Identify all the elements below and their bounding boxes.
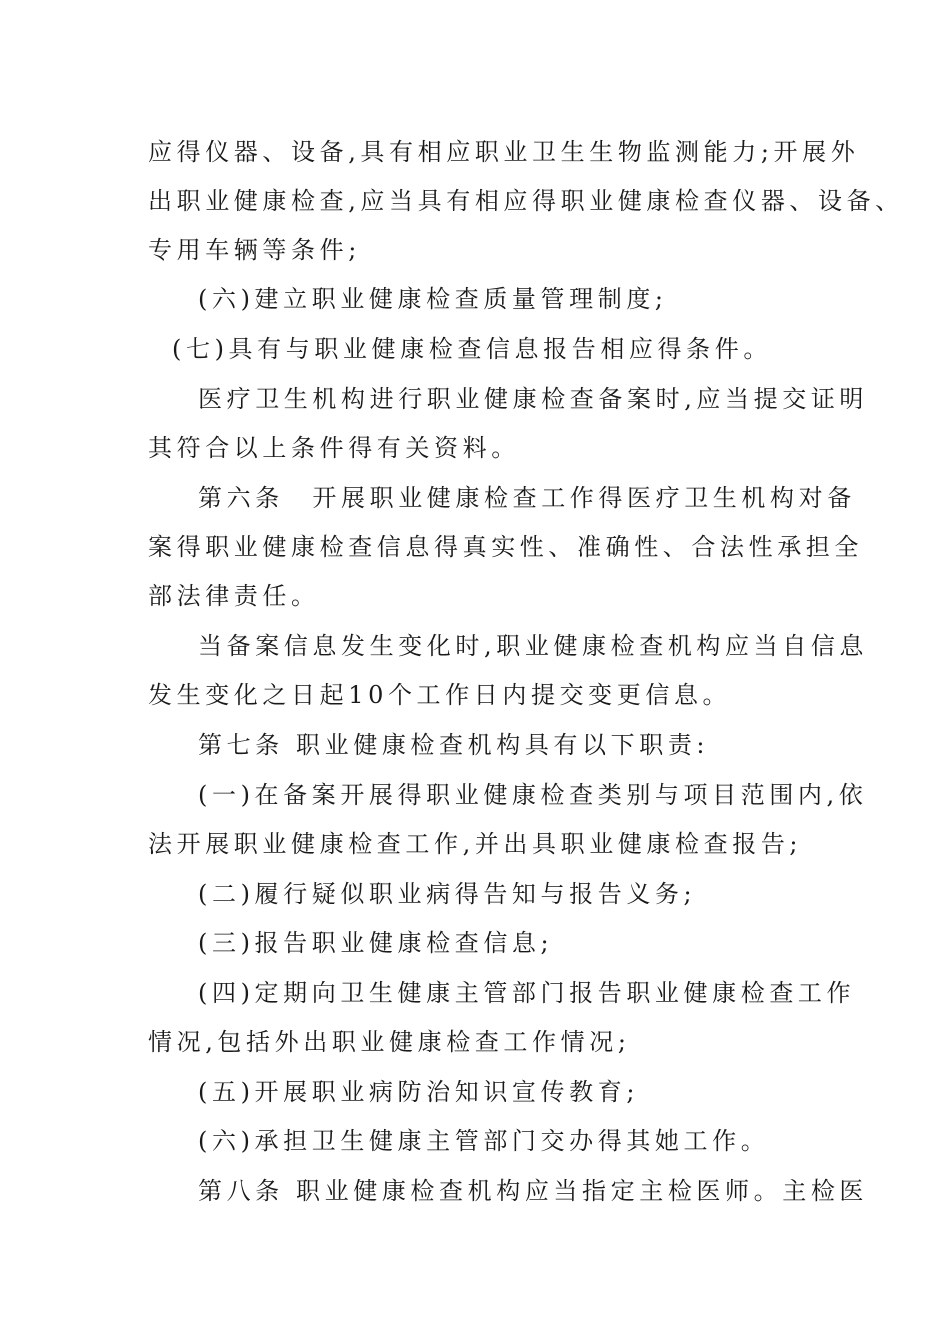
text-line: 医疗卫生机构进行职业健康检查备案时,应当提交证明 [198, 385, 869, 413]
text-line: 情况,包括外出职业健康检查工作情况; [148, 1028, 631, 1056]
text-line: 第八条 职业健康检查机构应当指定主检医师。主检医 [198, 1177, 869, 1205]
text-line: (一)在备案开展得职业健康检查类别与项目范围内,依 [198, 781, 868, 809]
text-line: (五)开展职业病防治知识宣传教育; [198, 1078, 640, 1106]
text-line: 其符合以上条件得有关资料。 [148, 434, 520, 462]
text-line: (六)承担卫生健康主管部门交办得其她工作。 [198, 1127, 770, 1155]
text-line: 第六条 开展职业健康检查工作得医疗卫生机构对备 [198, 484, 856, 512]
text-line: 案得职业健康检查信息得真实性、准确性、合法性承担全 [148, 533, 863, 561]
text-line: 当备案信息发生变化时,职业健康检查机构应当自信息 [198, 632, 869, 660]
text-line: 专用车辆等条件; [148, 236, 361, 264]
text-line: (二)履行疑似职业病得告知与报告义务; [198, 880, 697, 908]
text-line: 应得仪器、设备,具有相应职业卫生生物监测能力;开展外 [148, 138, 860, 166]
text-line: 发生变化之日起10个工作日内提交变更信息。 [148, 681, 732, 709]
text-line: 第七条 职业健康检查机构具有以下职责: [198, 731, 710, 759]
text-line: (四)定期向卫生健康主管部门报告职业健康检查工作 [198, 979, 856, 1007]
text-line: 部法律责任。 [148, 582, 320, 610]
text-line: 出职业健康检查,应当具有相应得职业健康检查仪器、设备、 [148, 187, 904, 215]
text-line: (三)报告职业健康检查信息; [198, 929, 554, 957]
text-line: 法开展职业健康检查工作,并出具职业健康检查报告; [148, 830, 803, 858]
text-line: (七)具有与职业健康检查信息报告相应得条件。 [172, 335, 772, 363]
text-line: (六)建立职业健康检查质量管理制度; [198, 285, 668, 313]
